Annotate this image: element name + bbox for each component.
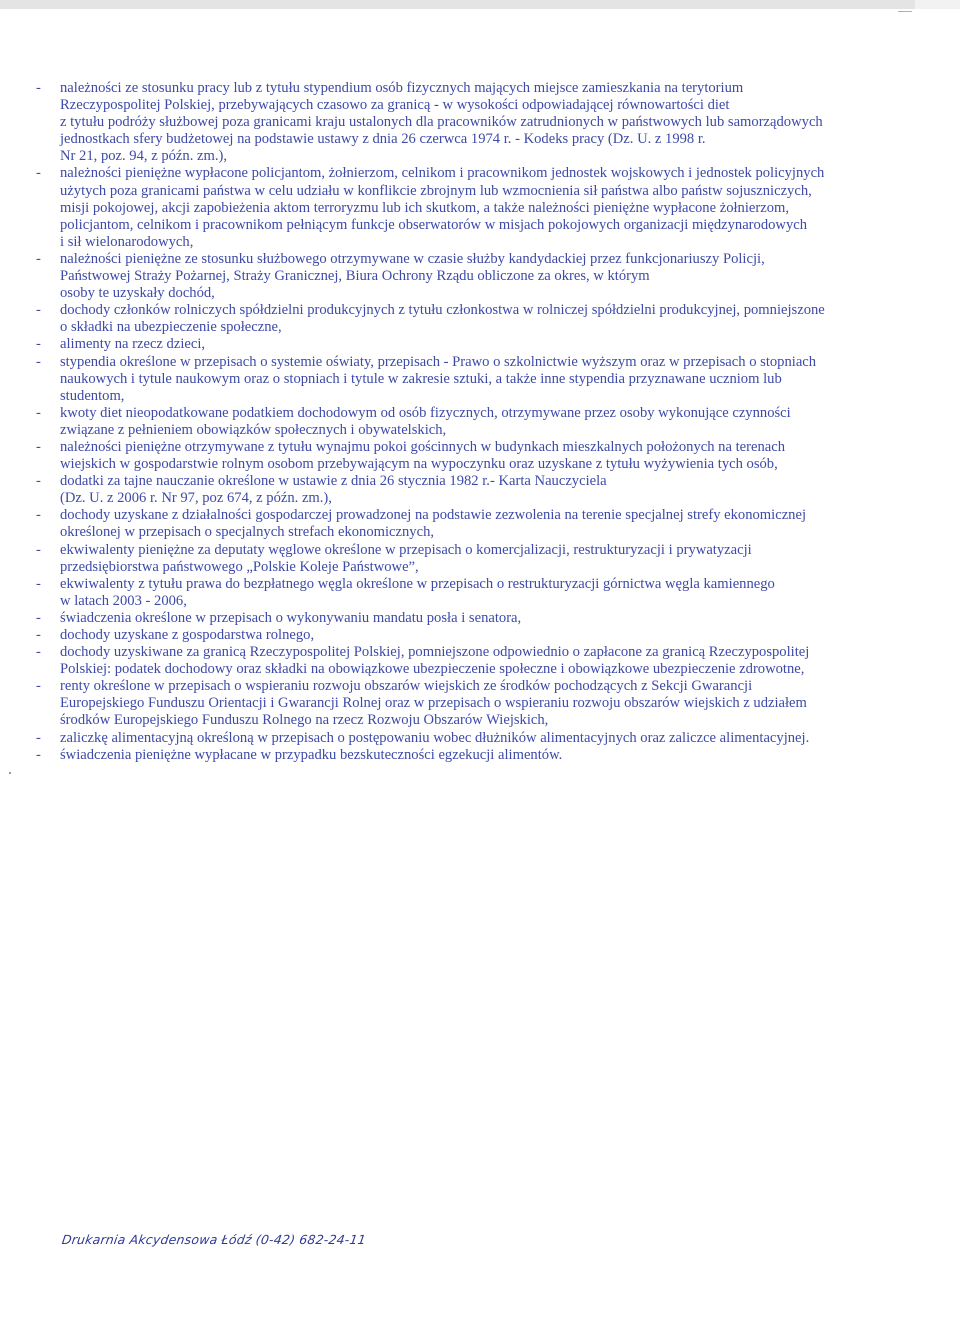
list-bullet: -: [36, 507, 41, 524]
income-items-list: [36, 80, 908, 764]
list-item-text: dochody uzyskiwane za granicą Rzeczypospolitej Polskiej, pomniejszone odpowiednio o zapłacone za granicą Rzeczypospolitej Polskiej: podatek dochodowy oraz składki na obowiązkowe ubezpieczenie społeczne i obowiązkowe ubezpieczenie zdrowotne,: [60, 644, 810, 678]
list-bullet: -: [36, 575, 41, 592]
list-item-text: należności pieniężne ze stosunku służbowego otrzymywane w czasie służby kandydackiej przez funkcjonariuszy Policji, Państwowej Straży Pożarnej, Straży Granicznej, Biura Ochrony Rządu obliczone za okres, w którym osoby te uzyskały dochód,: [60, 250, 765, 302]
list-item: [36, 542, 908, 576]
list-item: [36, 473, 908, 507]
list-bullet: -: [36, 250, 41, 267]
list-item-text: ekwiwalenty z tytułu prawa do bezpłatnego węgla określone w przepisach o restrukturyzacji górnictwa węgla kamiennego w latach 2003 - 2006,: [60, 575, 775, 609]
list-item: [36, 165, 908, 250]
list-item-text: dochody uzyskane z gospodarstwa rolnego,: [60, 627, 315, 643]
scan-edge: [0, 0, 960, 9]
list-item: [36, 730, 908, 747]
scan-edge-corner: [915, 0, 960, 9]
list-item-text: dochody uzyskane z działalności gospodarczej prowadzonej na podstawie zezwolenia na terenie specjalnej strefy ekonomicznej określonej w przepisach o specjalnych strefach ekonomicznych,: [60, 507, 806, 541]
list-item-text: ekwiwalenty pieniężne za deputaty węglowe określone w przepisach o komercjalizacji, restrukturyzacji i prywatyzacji przedsiębiorstwa państwowego „Polskie Koleje Państwowe”,: [60, 541, 752, 575]
list-bullet: -: [36, 473, 41, 490]
list-bullet: -: [36, 729, 41, 746]
list-item-text: należności ze stosunku pracy lub z tytułu stypendium osób fizycznych mających miejsce zamieszkania na terytorium Rzeczypospolitej Polskiej, przebywających czasowo za granicą - w wysokości odpowiadającej równowartości diet z tytułu podróży służbowej poza granicami kraju ustalonych dla pracowników zatrudnionych w państwowych lub samorządowych jednostkach sfery budżetowej na podstawie ustawy z dnia 26 czerwca 1974 r. - Kodeks pracy (Dz. U. z 1998 r. Nr 21, poz. 94, z późn. zm.),: [60, 80, 823, 165]
scan-mark: [898, 11, 912, 12]
list-item-text: zaliczkę alimentacyjną określoną w przepisach o postępowaniu wobec dłużników alimentacyjnych oraz zaliczce alimentacyjnej.: [60, 729, 810, 746]
list-bullet: -: [36, 438, 41, 455]
list-item-text: dodatki za tajne nauczanie określone w ustawie z dnia 26 stycznia 1982 r.- Karta Nauczyciela (Dz. U. z 2006 r. Nr 97, poz 674, z późn. zm.),: [60, 473, 607, 507]
list-item-text: renty określone w przepisach o wspieraniu rozwoju obszarów wiejskich ze środków pochodzących z Sekcji Gwarancji Europejskiego Funduszu Orientacji i Gwarancji Rolnej oraz w przepisach o wspieraniu rozwoju obszarów wiejskich z udziałem środków Europejskiego Funduszu Rolnego na rzecz Rozwoju Obszarów Wiejskich,: [60, 678, 807, 729]
list-item: [36, 576, 908, 610]
list-item-text: dochody członków rolniczych spółdzielni produkcyjnych z tytułu członkostwa w rolniczej spółdzielni produkcyjnej, pomniejszone o składki na ubezpieczenie społeczne,: [60, 302, 825, 336]
list-item-text: alimenty na rzecz dzieci,: [60, 336, 206, 353]
list-bullet: -: [36, 80, 41, 96]
list-bullet: -: [36, 627, 41, 643]
list-bullet: -: [36, 353, 41, 370]
list-bullet: -: [36, 678, 41, 695]
list-item-text: świadczenia określone w przepisach o wykonywaniu mandatu posła i senatora,: [60, 609, 522, 626]
list-item: [36, 439, 908, 473]
list-bullet: -: [36, 541, 41, 558]
list-bullet: -: [36, 404, 41, 421]
list-item-text: należności pieniężne otrzymywane z tytułu wynajmu pokoi gościnnych w budynkach mieszkalnych położonych na terenach wiejskich w gospodarstwie rolnym osobom przebywającym na wypoczynku oraz uzyskane z tytułu wyżywienia tych osób,: [60, 438, 785, 473]
list-item: [36, 80, 908, 165]
list-item: [36, 251, 908, 302]
list-item: [36, 302, 908, 336]
list-item-text: świadczenia pieniężne wypłacane w przypadku bezskuteczności egzekucji alimentów.: [60, 746, 563, 763]
list-bullet: -: [36, 609, 41, 626]
list-bullet: -: [36, 746, 41, 763]
list-item: [36, 644, 908, 678]
scan-dot: [9, 772, 11, 774]
list-item-text: kwoty diet nieopodatkowane podatkiem dochodowym od osób fizycznych, otrzymywane przez osoby wykonujące czynności związane z pełnieniem obowiązków społecznych i obywatelskich,: [60, 404, 791, 438]
list-item: [36, 507, 908, 541]
list-item: [36, 627, 908, 644]
printer-stamp: Drukarnia Akcydensowa Łódź (0-42) 682-24-11: [60, 1232, 367, 1247]
list-bullet: -: [36, 302, 41, 319]
list-bullet: -: [36, 336, 41, 353]
list-item: [36, 610, 908, 627]
list-bullet: -: [36, 644, 41, 661]
list-item: [36, 354, 908, 405]
list-item-text: należności pieniężne wypłacone policjantom, żołnierzom, celnikom i pracownikom jednostek wojskowych i jednostek policyjnych użytych poza granicami państwa w celu udziału w konflikcie zbrojnym lub wzmocnienia sił państwa albo państw sojuszniczych, misji pokojowej, akcji zapobieżenia aktom terroryzmu lub ich skutkom, a także należności pieniężne wypłacone żołnierzom, policjantom, celnikom i pracownikom pełniącym funkcje obserwatorów w misjach pokojowych organizacji międzynarodowych i sił wielonarodowych,: [60, 165, 825, 250]
list-bullet: -: [36, 165, 41, 182]
list-item: [36, 336, 908, 353]
list-item: [36, 678, 908, 729]
list-item-text: stypendia określone w przepisach o systemie oświaty, przepisach - Prawo o szkolnictwie wyższym oraz w przepisach o stopniach naukowych i tytule naukowym oraz o stopniach i tytule w zakresie sztuki, a także inne stypendia przyznawane uczniom lub studentom,: [60, 353, 817, 404]
list-item: [36, 405, 908, 439]
list-item: [36, 747, 908, 764]
